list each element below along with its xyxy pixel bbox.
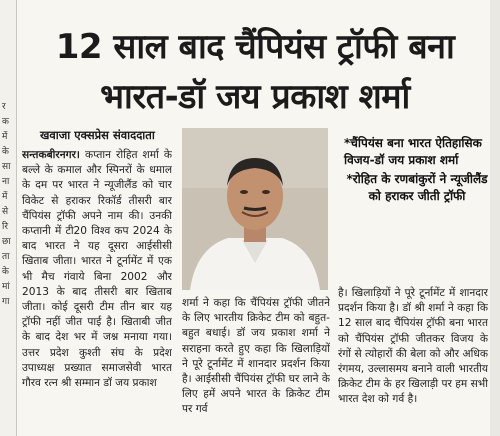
edge-fragment: मां [2, 282, 10, 292]
article-headline [24, 22, 486, 122]
pull-quote-2: *रोहित के रणबांकुरों ने न्यूजीलैंड को हराकर जीती ट्रॉफी [346, 172, 488, 203]
column-1-text: कप्तान रोहित शर्मा के बल्ले के कमाल और स्पिनरों के धमाल के दम पर भारत ने न्यूजीलैंड को चार विकेट से हराकर रिकॉर्ड तीसरी बार चैंपियंस ट्रॉफी अपने नाम की। उनकी कप्तानी में टी20 विश्व कप 2024 के बाद भारत ने यह दूसरा आईसीसी खिताब जीता। भारत ने टूर्नामेंट में एक भी मैच गंवाये बिना 2002 और 2013 के बाद तीसरी बार खिताब जीता। कोई दूसरी टीम तीन बार यह ट्रॉफी नहीं जीत पाई है। खिताबी जीत के बाद देश भर में जश्न मनाया गया। उत्तर प्रदेश कुश्ती संघ के प्रदेश उपाध्यक्ष प्रख्यात समाजसेवी भारत गौरव रत्न श्री सम्मान डॉ जय प्रकाश [22, 149, 172, 390]
page-edge [490, 0, 500, 436]
pull-quote-1: *चैंपियंस बना भारत ऐतिहासिक विजय-डॉ जय प्रकाश शर्मा [344, 136, 482, 167]
edge-fragment: ना [2, 177, 10, 187]
edge-fragment: सा [2, 162, 11, 172]
adjacent-article-edge [0, 0, 17, 436]
headline-line-2: भारत-डॉ जय प्रकाश शर्मा [100, 77, 410, 117]
dateline: सन्तकबीरनगर। [22, 149, 80, 161]
edge-fragment: से [2, 207, 9, 217]
edge-fragment: र [2, 102, 6, 112]
edge-fragment: के [2, 267, 9, 277]
edge-fragment: में [2, 192, 8, 202]
pull-quotes [344, 135, 490, 207]
byline: खवाजा एक्सप्रेस संवाददाता [40, 128, 155, 142]
edge-fragment: के [2, 147, 9, 157]
edge-fragment: ता [2, 252, 10, 262]
article-column-1 [22, 148, 172, 436]
article-column-3: है। खिलाड़ियों ने पूरे टूर्नामेंट में शानदार प्रदर्शन किया है। डॉ श्री शर्मा ने कहा कि 12 साल बाद चैंपियंस ट्रॉफी बना भारत को चैंपियंस ट्रॉफी जीतकर विजय के रंगों से त्योहारों की बेला को और अधिक रंगमय, उल्लासमय बनाने वाली भारतीय क्रिकेट टीम के हर खिलाड़ी पर हम सभी भारत देश को गर्व है। [338, 287, 488, 406]
edge-fragment: क [2, 117, 9, 127]
edge-fragment: में [2, 132, 8, 142]
article-column-2: शर्मा ने कहा कि चैंपियंस ट्रॉफी जीतने के लिए भारतीय क्रिकेट टीम को बहुत-बहुत बधाई। डॉ जय प्रकाश शर्मा ने सराहना करते हुए कहा कि खिलाड़ियों ने पूरे टूर्नामेंट में शानदार प्रदर्शन किया है। आईसीसी चैंपियंस ट्रॉफी घर लाने के लिए हमें अपने भारत के क्रिकेट टीम पर गर्व [182, 297, 330, 416]
portrait-photo [182, 128, 328, 290]
edge-fragment: गा [2, 297, 10, 307]
headline-line-1: 12 साल बाद चैंपियंस ट्रॉफी बना [55, 27, 455, 67]
edge-fragment: रि [2, 222, 9, 232]
edge-fragment: छा [2, 237, 11, 247]
